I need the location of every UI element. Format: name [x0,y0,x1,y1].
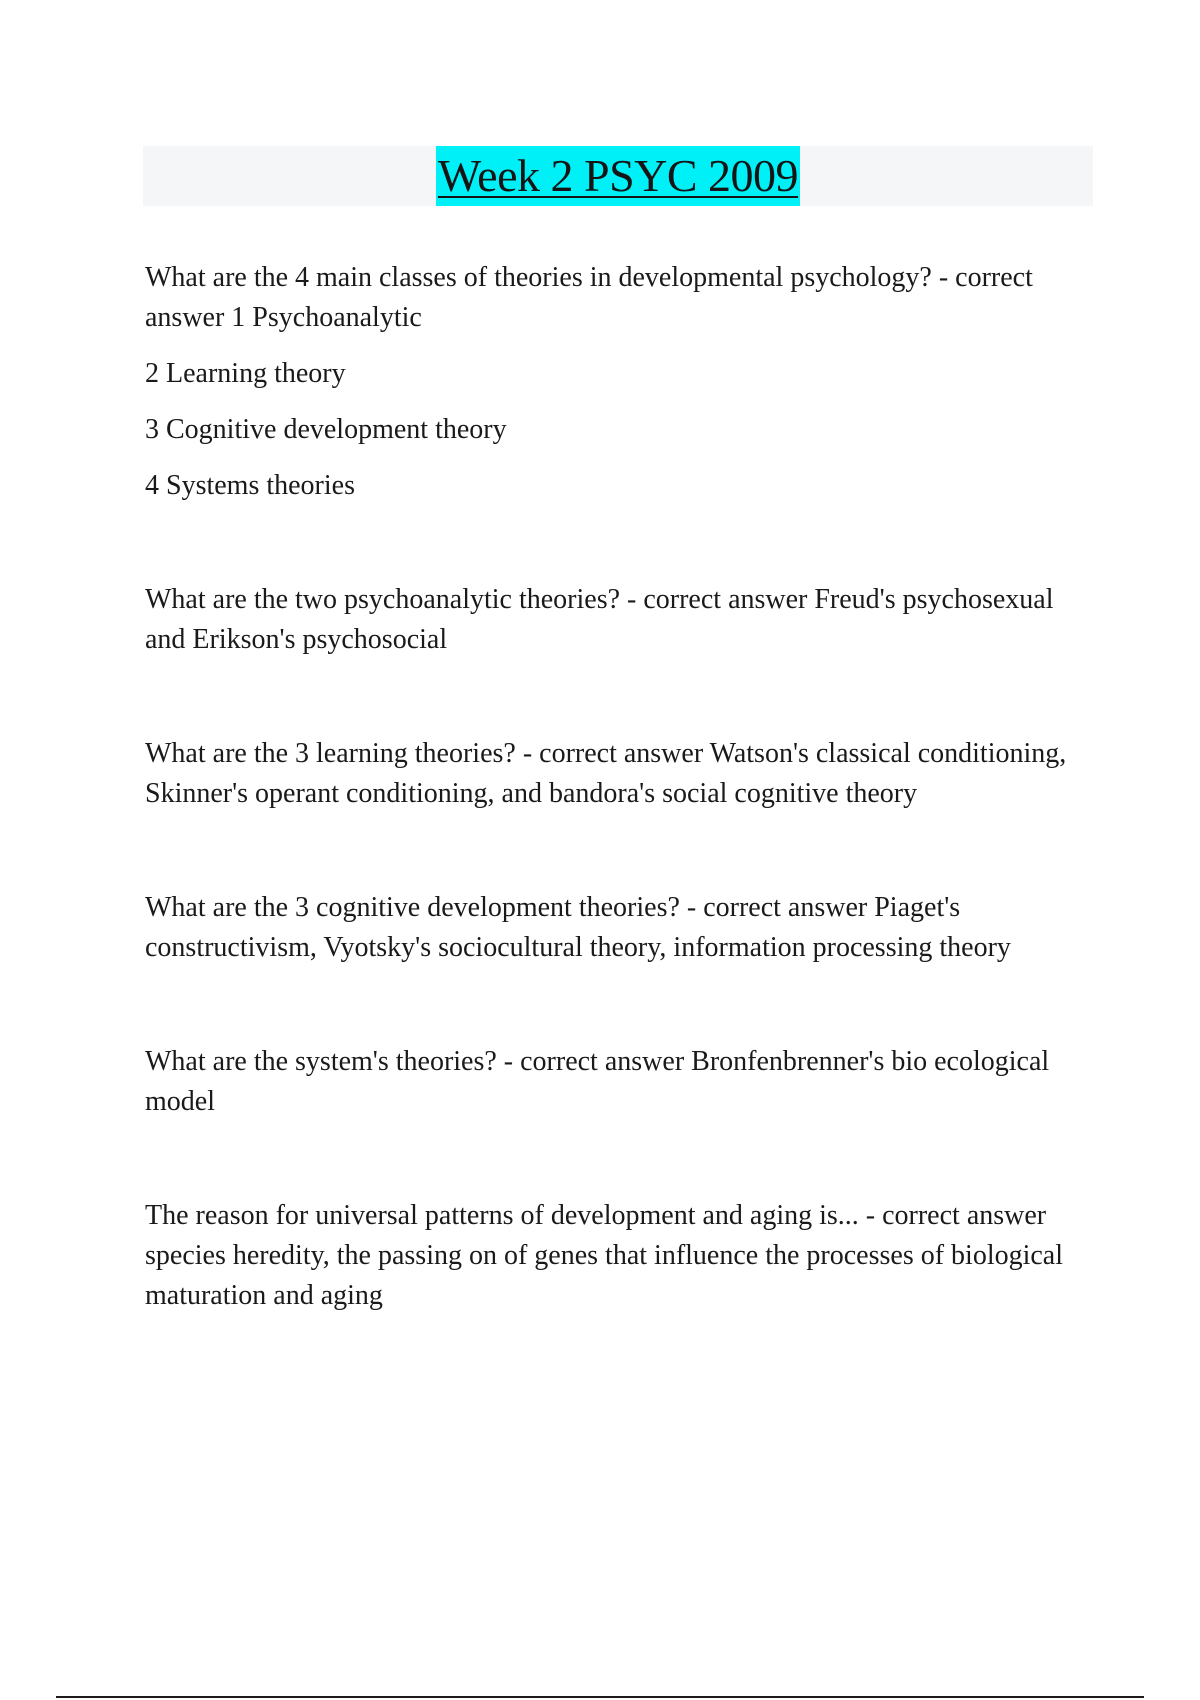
qa-text: What are the 3 cognitive development theories? - correct answer Piaget's constructivism, Vyotsky's sociocultural theory, information processing theory [145,892,1011,963]
footer-divider [56,1696,1144,1698]
title-banner [143,146,1093,206]
document-body [145,258,1085,1316]
qa-entry [145,1196,1085,1316]
qa-list-line: 3 Cognitive development theory [145,414,507,445]
qa-entry [145,580,1085,660]
qa-entry [145,258,1085,506]
page-title: Week 2 PSYC 2009 [436,146,800,206]
qa-entry [145,1042,1085,1122]
qa-text: What are the 4 main classes of theories in developmental psychology? - correct answer 1 Psychoanalytic [145,262,1033,333]
qa-text: What are the system's theories? - correct answer Bronfenbrenner's bio ecological model [145,1046,1050,1117]
qa-text: The reason for universal patterns of development and aging is... - correct answer species heredity, the passing on of genes that influence the processes of biological maturation and aging [145,1200,1064,1311]
qa-list-line: 4 Systems theories [145,470,355,501]
qa-entry [145,888,1085,968]
qa-list-line: 2 Learning theory [145,358,346,389]
qa-text: What are the 3 learning theories? - correct answer Watson's classical conditioning, Skinner's operant conditioning, and bandora's social cognitive theory [145,738,1067,809]
qa-entry [145,734,1085,814]
qa-text: What are the two psychoanalytic theories? - correct answer Freud's psychosexual and Erikson's psychosocial [145,584,1054,655]
